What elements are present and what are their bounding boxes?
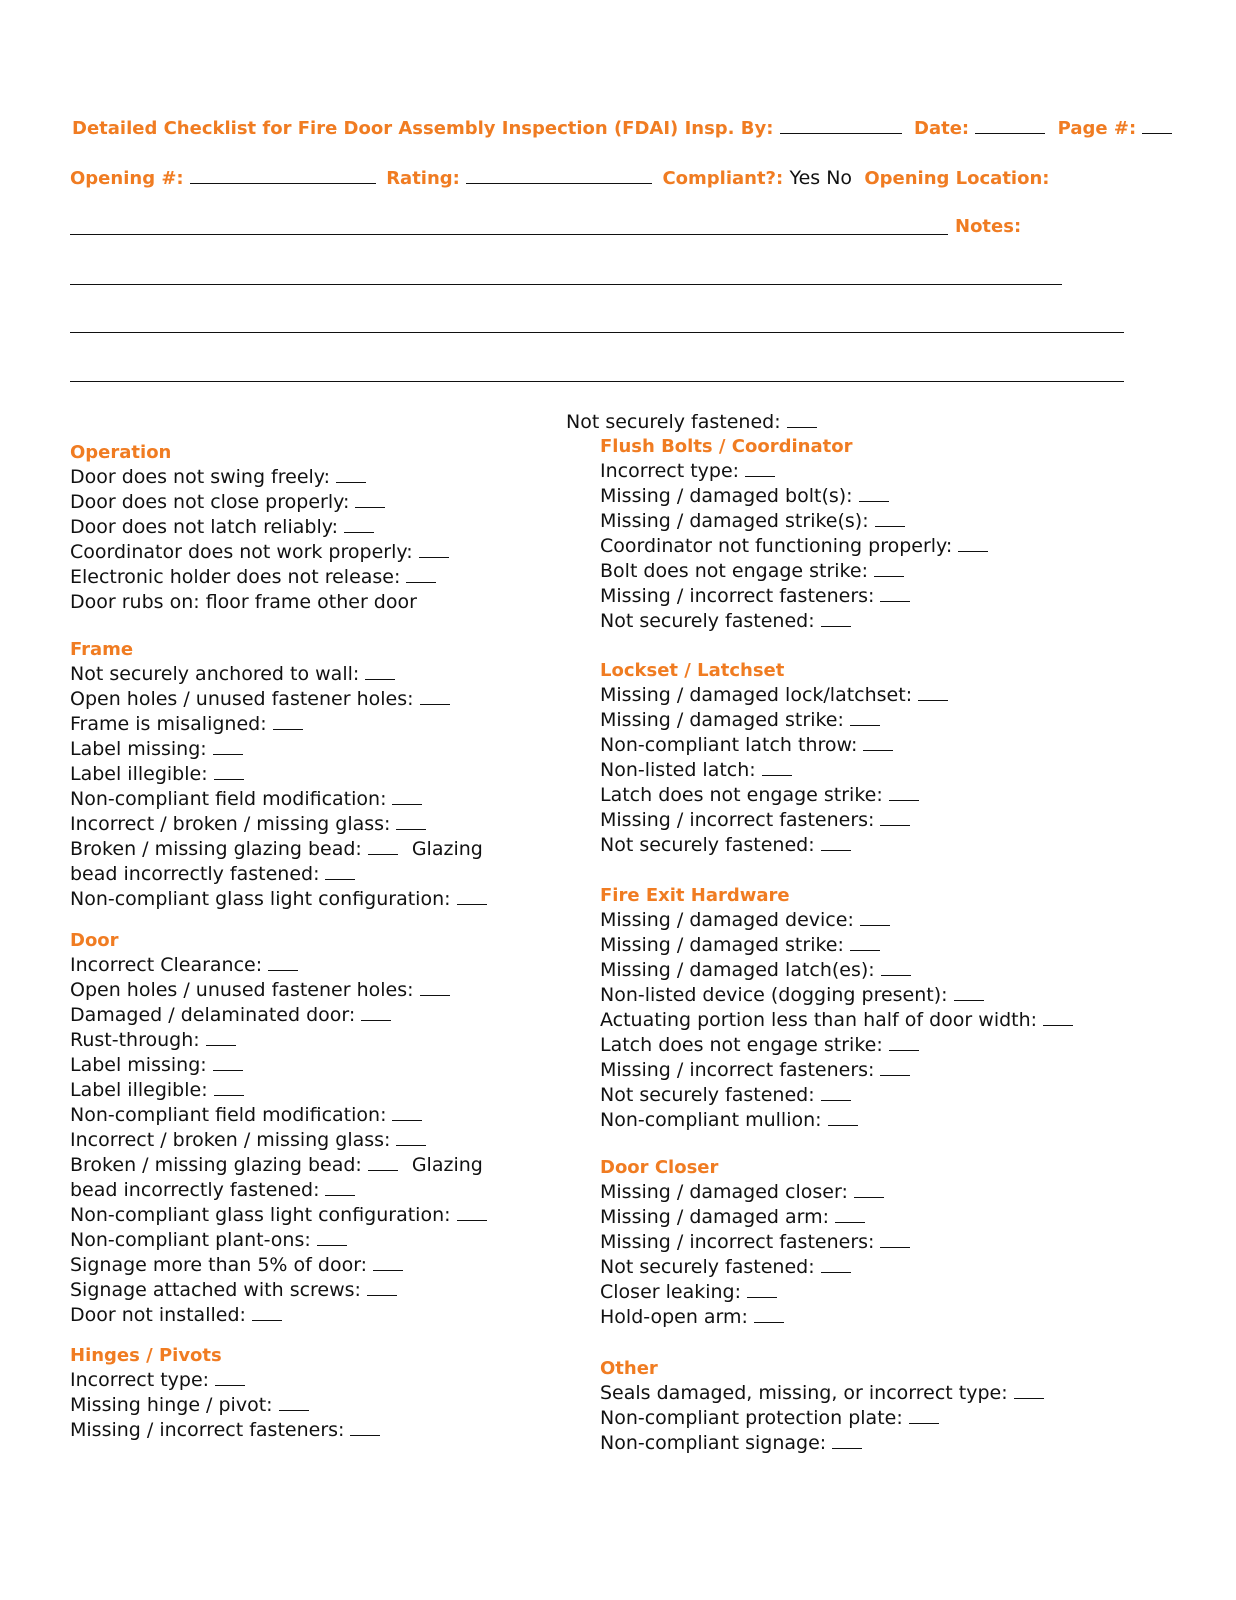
checklist-item: Non-compliant glass light configuration: — [70, 1203, 487, 1228]
checklist-item: Non-compliant mullion: — [600, 1108, 1073, 1133]
rating-label: Rating: — [386, 168, 460, 189]
answer-blank[interactable] — [373, 1255, 403, 1271]
checklist-item: bead incorrectly fastened: — [70, 1178, 487, 1203]
answer-blank[interactable] — [214, 764, 244, 780]
answer-blank[interactable] — [881, 960, 911, 976]
checklist-item: Door does not latch reliably: — [70, 515, 449, 540]
flush-bolts-heading: Flush Bolts / Coordinator — [600, 436, 853, 457]
fire-exit-heading: Fire Exit Hardware — [600, 885, 790, 906]
checklist-item: Label illegible: — [70, 762, 487, 787]
compliant-options[interactable]: Yes No — [789, 167, 853, 189]
checklist-item: Electronic holder does not release: — [70, 565, 449, 590]
answer-blank[interactable] — [954, 985, 984, 1001]
checklist-item: Incorrect / broken / missing glass: — [70, 812, 487, 837]
answer-blank[interactable] — [850, 935, 880, 951]
hinges-heading: Hinges / Pivots — [70, 1345, 222, 1366]
closer-section — [600, 1155, 910, 1330]
answer-blank[interactable] — [889, 785, 919, 801]
checklist-item: Incorrect / broken / missing glass: — [70, 1128, 487, 1153]
notes-line-2[interactable] — [70, 332, 1124, 333]
answer-blank[interactable] — [368, 1155, 398, 1171]
operation-heading: Operation — [70, 442, 172, 463]
carryover-item: Not securely fastened: — [566, 410, 817, 435]
answer-blank[interactable] — [821, 1257, 851, 1273]
answer-blank[interactable] — [787, 412, 817, 428]
insp-by-field[interactable] — [780, 119, 902, 134]
answer-blank[interactable] — [214, 1080, 244, 1096]
answer-blank[interactable] — [325, 1180, 355, 1196]
answer-blank[interactable] — [880, 586, 910, 602]
checklist-item: Not securely fastened: — [600, 1255, 910, 1280]
answer-blank[interactable] — [344, 517, 374, 533]
checklist-item: Signage more than 5% of door: — [70, 1253, 487, 1278]
checklist-item[interactable]: Door rubs on: floor frame other door — [70, 591, 417, 613]
checklist-item: Missing / incorrect fasteners: — [600, 584, 988, 609]
frame-heading: Frame — [70, 639, 134, 660]
answer-blank[interactable] — [365, 664, 395, 680]
answer-blank[interactable] — [420, 689, 450, 705]
checklist-item: Actuating portion less than half of door width: — [600, 1008, 1073, 1033]
checklist-item: Broken / missing glazing bead: Glazing — [70, 1154, 483, 1176]
checklist-item: Non-compliant latch throw: — [600, 733, 948, 758]
checklist-item: Missing hinge / pivot: — [70, 1393, 380, 1418]
checklist-item: Seals damaged, missing, or incorrect type: — [600, 1381, 1044, 1406]
checklist-item: Latch does not engage strike: — [600, 1033, 1073, 1058]
date-label: Date: — [914, 118, 970, 139]
checklist-item: Door does not swing freely: — [70, 465, 449, 490]
other-heading: Other — [600, 1358, 658, 1379]
answer-blank[interactable] — [958, 536, 988, 552]
answer-blank[interactable] — [213, 739, 243, 755]
answer-blank[interactable] — [206, 1030, 236, 1046]
answer-blank[interactable] — [875, 511, 905, 527]
answer-blank[interactable] — [835, 1207, 865, 1223]
checklist-item: Missing / damaged strike(s): — [600, 509, 988, 534]
checklist-item: Missing / damaged strike: — [600, 708, 948, 733]
checklist-item: Label missing: — [70, 737, 487, 762]
checklist-item: Frame is misaligned: — [70, 712, 487, 737]
answer-blank[interactable] — [273, 714, 303, 730]
answer-blank[interactable] — [268, 955, 298, 971]
checklist-item: Broken / missing glazing bead: Glazing — [70, 838, 483, 860]
opening-label: Opening #: — [70, 168, 184, 189]
checklist-item: bead incorrectly fastened: — [70, 862, 487, 887]
checklist-item: Non-compliant plant-ons: — [70, 1228, 487, 1253]
checklist-item: Signage attached with screws: — [70, 1278, 487, 1303]
answer-blank[interactable] — [252, 1305, 282, 1321]
answer-blank[interactable] — [828, 1110, 858, 1126]
opening-location-label: Opening Location: — [864, 168, 1050, 189]
answer-blank[interactable] — [832, 1433, 862, 1449]
answer-blank[interactable] — [889, 1035, 919, 1051]
checklist-item: Not securely fastened: — [600, 1083, 1073, 1108]
checklist-item: Open holes / unused fastener holes: — [70, 687, 487, 712]
checklist-item: Coordinator not functioning properly: — [600, 534, 988, 559]
checklist-item: Not securely fastened: — [600, 833, 948, 858]
checklist-item: Rust-through: — [70, 1028, 487, 1053]
answer-blank[interactable] — [396, 814, 426, 830]
answer-blank[interactable] — [279, 1395, 309, 1411]
operation-section — [70, 440, 449, 615]
answer-blank[interactable] — [918, 685, 948, 701]
checklist-item: Label illegible: — [70, 1078, 487, 1103]
answer-blank[interactable] — [880, 1060, 910, 1076]
answer-blank[interactable] — [215, 1370, 245, 1386]
checklist-item: Non-listed device (dogging present): — [600, 983, 1073, 1008]
checklist-item: Not securely fastened: — [600, 609, 988, 634]
checklist-item: Open holes / unused fastener holes: — [70, 978, 487, 1003]
checklist-item: Non-compliant glass light configuration: — [70, 887, 487, 912]
answer-blank[interactable] — [361, 1005, 391, 1021]
checklist-item: Hold-open arm: — [600, 1305, 910, 1330]
checklist-item: Non-compliant signage: — [600, 1431, 1044, 1456]
checklist-item: Missing / damaged lock/latchset: — [600, 683, 948, 708]
answer-blank[interactable] — [350, 1420, 380, 1436]
date-field[interactable] — [975, 119, 1045, 134]
answer-blank[interactable] — [859, 486, 889, 502]
compliant-label: Compliant?: — [662, 168, 784, 189]
answer-blank[interactable] — [854, 1182, 884, 1198]
checklist-item: Coordinator does not work properly: — [70, 540, 449, 565]
checklist-item: Door does not close properly: — [70, 490, 449, 515]
answer-blank[interactable] — [213, 1055, 243, 1071]
page-field[interactable] — [1142, 119, 1172, 134]
answer-blank[interactable] — [874, 561, 904, 577]
answer-blank[interactable] — [821, 1085, 851, 1101]
insp-by-label: Insp. By: — [684, 118, 774, 139]
answer-blank[interactable] — [821, 611, 851, 627]
hinges-section — [70, 1343, 380, 1443]
door-section — [70, 928, 487, 1328]
fire-exit-section — [600, 883, 1073, 1133]
checklist-item: Door not installed: — [70, 1303, 487, 1328]
answer-blank[interactable] — [745, 461, 775, 477]
checklist-item: Not securely anchored to wall: — [70, 662, 487, 687]
flush-bolts-section — [600, 434, 988, 634]
checklist-item: Incorrect Clearance: — [70, 953, 487, 978]
answer-blank[interactable] — [880, 810, 910, 826]
checklist-item: Latch does not engage strike: — [600, 783, 948, 808]
closer-heading: Door Closer — [600, 1157, 719, 1178]
checklist-item: Non-compliant field modification: — [70, 787, 487, 812]
checklist-item: Missing / incorrect fasteners: — [70, 1418, 380, 1443]
checklist-item: Non-listed latch: — [600, 758, 948, 783]
checklist-item: Missing / damaged latch(es): — [600, 958, 1073, 983]
answer-blank[interactable] — [392, 1105, 422, 1121]
answer-blank[interactable] — [1014, 1383, 1044, 1399]
answer-blank[interactable] — [909, 1408, 939, 1424]
checklist-item: Missing / damaged closer: — [600, 1180, 910, 1205]
checklist-item: Missing / incorrect fasteners: — [600, 1058, 1073, 1083]
answer-blank[interactable] — [747, 1282, 777, 1298]
answer-blank[interactable] — [419, 542, 449, 558]
answer-blank[interactable] — [457, 889, 487, 905]
answer-blank[interactable] — [880, 1232, 910, 1248]
answer-blank[interactable] — [325, 864, 355, 880]
answer-blank[interactable] — [367, 1280, 397, 1296]
answer-blank[interactable] — [336, 467, 366, 483]
answer-blank[interactable] — [420, 980, 450, 996]
answer-blank[interactable] — [762, 760, 792, 776]
rating-field[interactable] — [466, 169, 652, 184]
checklist-item: Missing / damaged arm: — [600, 1205, 910, 1230]
answer-blank[interactable] — [392, 789, 422, 805]
header-row-2 — [70, 167, 1049, 189]
lockset-section — [600, 658, 948, 858]
notes-label: Notes: — [955, 216, 1022, 237]
checklist-item: Missing / incorrect fasteners: — [600, 808, 948, 833]
answer-blank[interactable] — [863, 735, 893, 751]
notes-line-1[interactable] — [70, 284, 1062, 285]
checklist-item: Non-compliant protection plate: — [600, 1406, 1044, 1431]
answer-blank[interactable] — [317, 1230, 347, 1246]
checklist-item: Closer leaking: — [600, 1280, 910, 1305]
checklist-item: Incorrect type: — [70, 1368, 380, 1393]
checklist-item: Incorrect type: — [600, 459, 988, 484]
checklist-item: Label missing: — [70, 1053, 487, 1078]
checklist-item: Damaged / delaminated door: — [70, 1003, 487, 1028]
checklist-item: Bolt does not engage strike: — [600, 559, 988, 584]
other-section — [600, 1356, 1044, 1456]
opening-field[interactable] — [190, 169, 376, 184]
frame-section — [70, 637, 487, 912]
door-heading: Door — [70, 930, 119, 951]
answer-blank[interactable] — [860, 910, 890, 926]
checklist-item: Missing / incorrect fasteners: — [600, 1230, 910, 1255]
opening-location-line[interactable] — [70, 234, 948, 235]
answer-blank[interactable] — [754, 1307, 784, 1323]
checklist-item: Missing / damaged strike: — [600, 933, 1073, 958]
checklist-item: Missing / damaged device: — [600, 908, 1073, 933]
form-title: Detailed Checklist for Fire Door Assembly Inspection (FDAI) — [72, 118, 679, 139]
answer-blank[interactable] — [355, 492, 385, 508]
header-row-1 — [72, 118, 1172, 139]
answer-blank[interactable] — [368, 839, 398, 855]
answer-blank[interactable] — [457, 1205, 487, 1221]
checklist-item: Missing / damaged bolt(s): — [600, 484, 988, 509]
notes-line-3[interactable] — [70, 381, 1124, 382]
page-label: Page #: — [1057, 118, 1137, 139]
answer-blank[interactable] — [821, 835, 851, 851]
answer-blank[interactable] — [396, 1130, 426, 1146]
answer-blank[interactable] — [406, 567, 436, 583]
checklist-item: Non-compliant field modification: — [70, 1103, 487, 1128]
answer-blank[interactable] — [850, 710, 880, 726]
answer-blank[interactable] — [1043, 1010, 1073, 1026]
lockset-heading: Lockset / Latchset — [600, 660, 785, 681]
